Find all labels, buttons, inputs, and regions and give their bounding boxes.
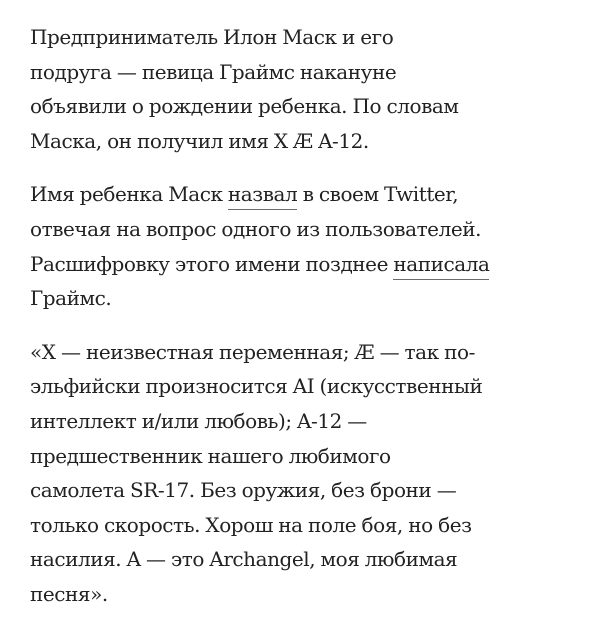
paragraph-name-quote: «X — неизвестная переменная; Æ — так по- эльфийски произносится AI (искусственный интеллект и/или любовь); A-12 — предшественник нашего любимого самолета SR-17. Без оружия, без брони — только скорость. Хорош на поле боя, но без насилия. A — это Archangel, моя любимая песня».	[30, 339, 483, 606]
paragraph-name-source	[30, 177, 572, 315]
paragraph-text-start: Имя ребенка Маск	[30, 182, 228, 207]
paragraph-birth-announcement: Предприниматель Илон Маск и его подруга — певица Граймс накануне объявили о рождении ребенка. По словам Маска, он получил имя X Æ A-12.	[30, 25, 459, 153]
link-named-on-twitter[interactable]: назвал	[228, 182, 297, 210]
paragraph-text-middle: в своем Twitter, отвечая на вопрос одного из пользователей. Расшифровку этого имени позднее	[30, 182, 481, 276]
link-grimes-explained[interactable]: написала	[393, 252, 489, 280]
paragraph-text-end: Граймс.	[30, 286, 112, 311]
